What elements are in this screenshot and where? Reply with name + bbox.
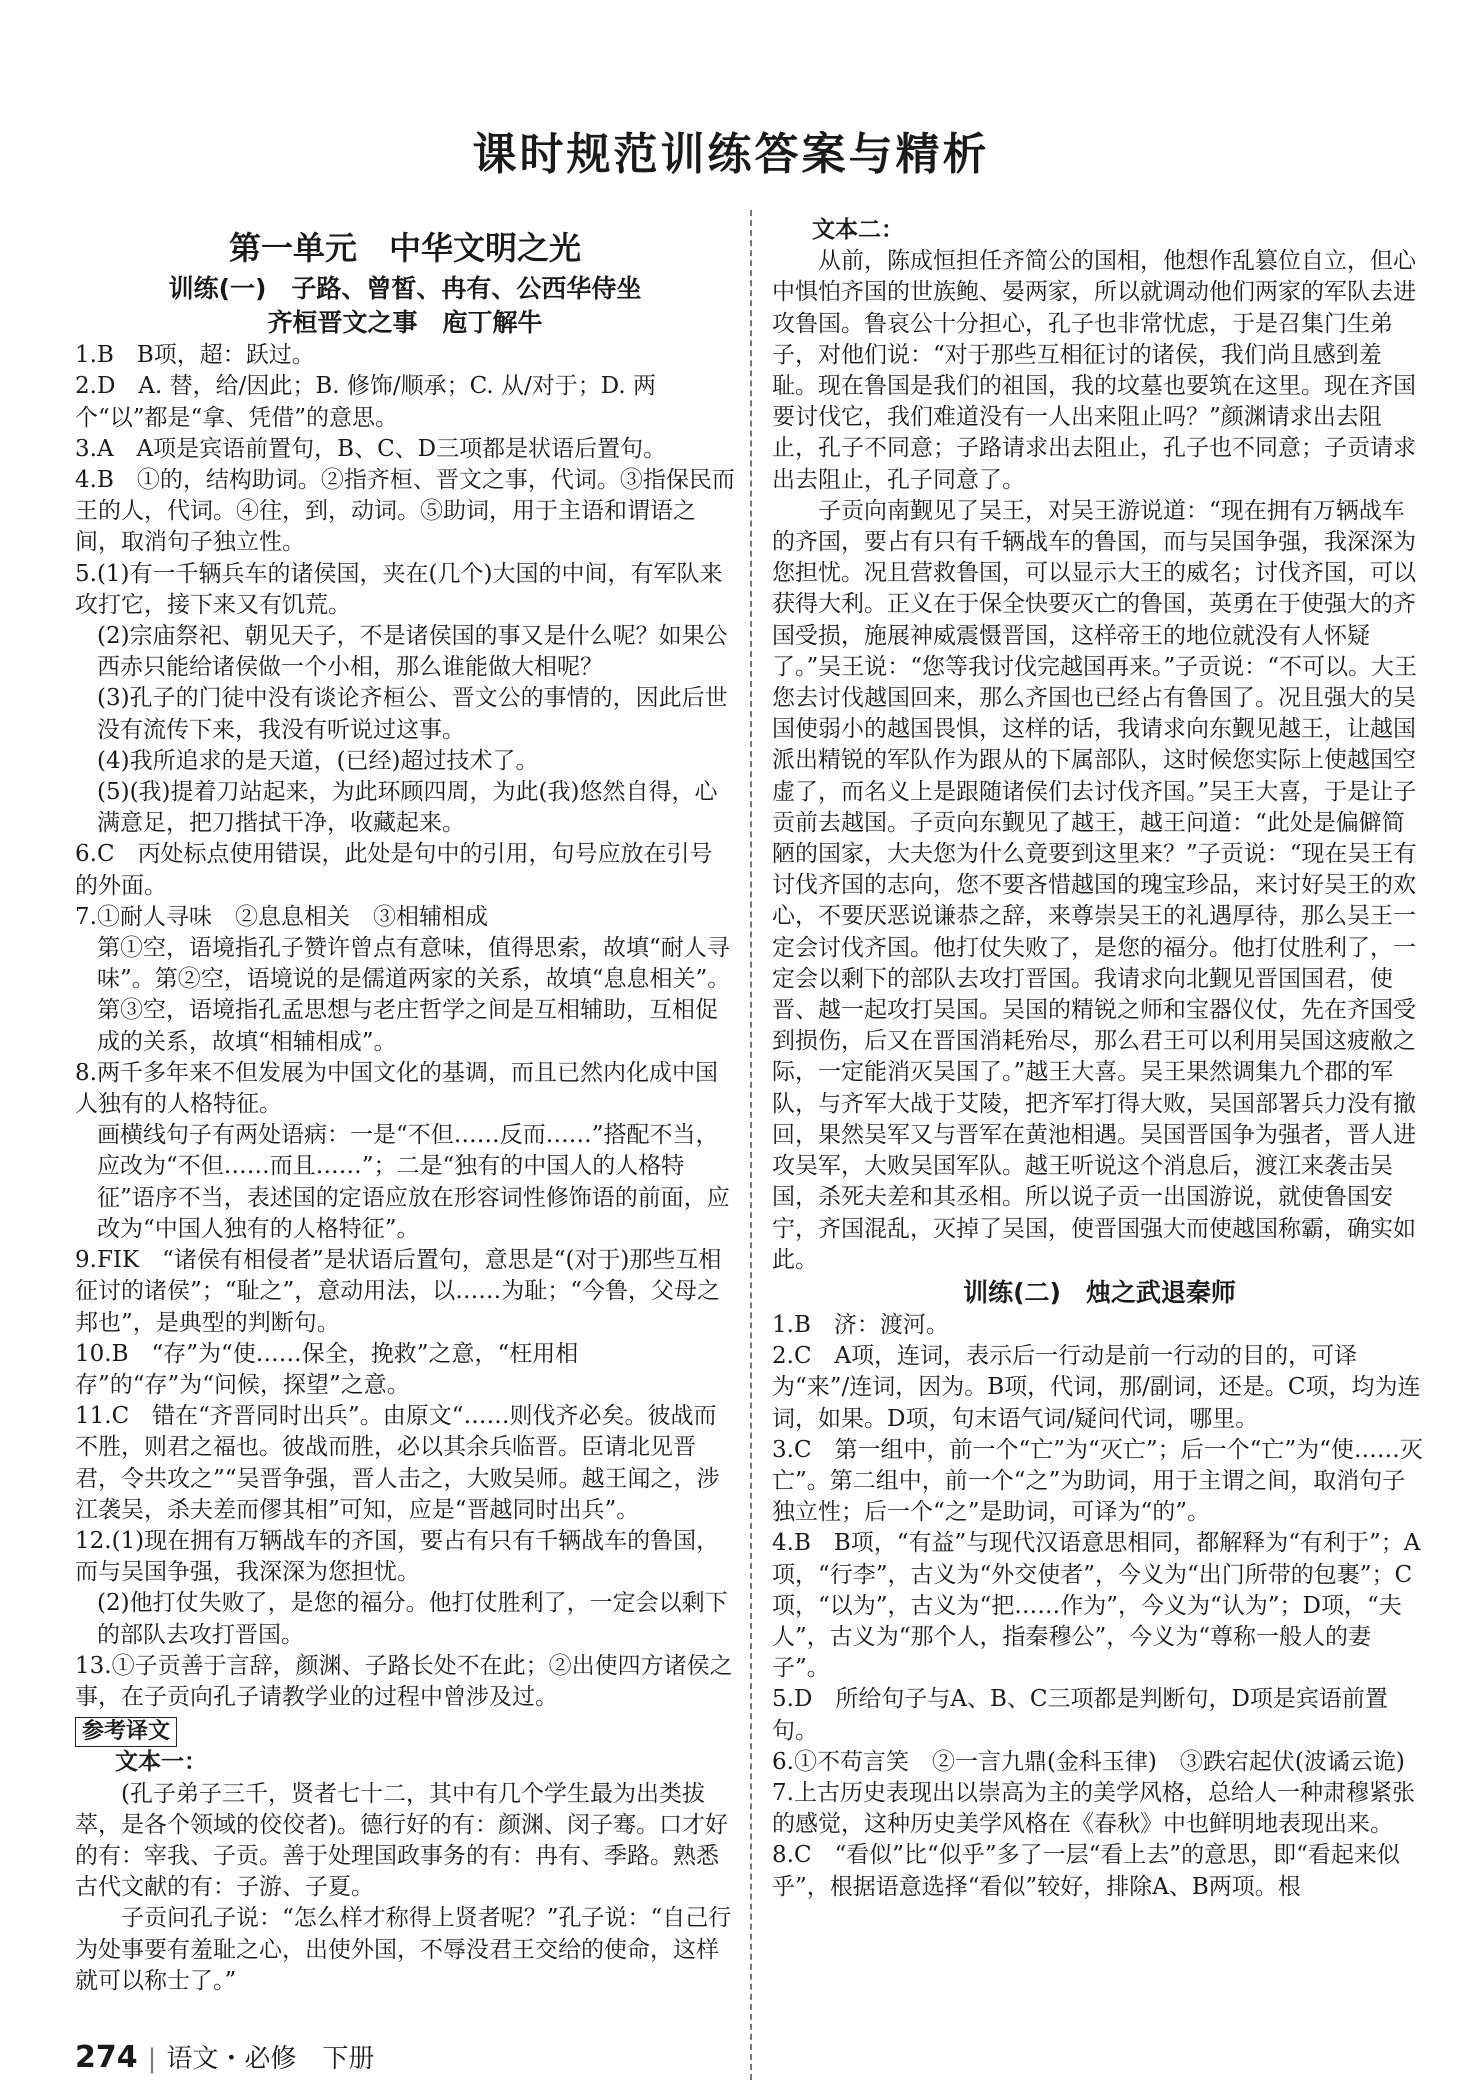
answer-item: 7.①耐人寻味 ②息息相关 ③相辅相成: [75, 903, 488, 930]
answer-item: 9.FIK “诸侯有相侵者”是状语后置句，意思是“(对于)那些互相征讨的诸侯”；“耻之”，意动用法，以……为耻；“今鲁，父母之邦也”，是典型的判断句。: [75, 1247, 722, 1336]
answer-subitem: (2)他打仗失败了，是您的福分。他打仗胜利了，一定会以剩下的部队去攻打晋国。: [97, 1590, 728, 1648]
book-subject: 语文・必修 下册: [166, 2044, 375, 2074]
page-number: 274: [75, 2040, 138, 2075]
text-two-heading: 文本二：: [812, 217, 904, 243]
answer-item: 4.B ①的，结构助词。②指齐桓、晋文之事，代词。③指保民而王的人，代词。④往，到，动词。⑤助词，用于主语和谓语之间，取消句子独立性。: [75, 467, 735, 556]
section-heading-2: 训练(二) 烛之武退秦师: [963, 1277, 1236, 1307]
answer-item: 8.C “看似”比“似乎”多了一层“看上去”的意思，即“看起来似乎”，根据语意选择“看似”较好，排除A、B两项。根: [772, 1842, 1400, 1900]
translation-paragraph: (孔子弟子三千，贤者七十二，其中有几个学生最为出类拔萃，是各个领域的佼佼者)。德行好的有：颜渊、闵子骞。口才好的有：宰我、子贡。善于处理国政事务的有：冉有、季路。熟悉古代文献的有：子游、子夏。: [75, 1780, 728, 1901]
page-title: 课时规范训练答案与精析: [472, 129, 990, 180]
unit-heading: 第一单元 中华文明之光: [228, 229, 581, 267]
answer-item: 2.D A. 替，给/因此；B. 修饰/顺承；C. 从/对于；D. 两个“以”都是“拿、凭借”的意思。: [75, 373, 657, 431]
answer-item: 8.两千多年来不但发展为中国文化的基调，而且已然内化成中国人独有的人格特征。: [75, 1059, 718, 1118]
translation-paragraph: 从前，陈成恒担任齐简公的国相，他想作乱篡位自立，但心中惧怕齐国的世族鲍、晏两家，所以就调动他们两家的军队去进攻鲁国。鲁哀公十分担心，孔子也非常忧虑，于是召集门生弟子，对他们说：“对于那些互相征讨的诸侯，我们尚且感到羞耻。现在鲁国是我们的祖国，我的坟墓也要筑在这里。现在齐国要讨伐它，我们难道没有一人出来阻止吗？”颜渊请求出去阻止，孔子不同意；子路请求出去阻止，孔子也不同意；子贡请求出去阻止，孔子同意了。: [772, 248, 1416, 493]
answer-item: 5.D 所给句子与A、B、C三项都是判断句，D项是宾语前置句。: [772, 1686, 1388, 1744]
section-heading-1a: 训练(一) 子路、曾皙、冉有、公西华侍坐: [168, 274, 642, 304]
answer-explanation: 第①空，语境指孔子赞许曾点有意味，值得思索，故填“耐人寻味”。第②空，语境说的是儒道两家的关系，故填“息息相关”。第③空，语境指孔孟思想与老庄哲学之间是互相辅助，互相促成的关系，故填“相辅相成”。: [97, 935, 731, 1055]
answer-explanation: 画横线句子有两处语病：一是“不但……反而……”搭配不当，应改为“不但……而且……”；二是“独有的中国人的人格特征”语序不当，表述国的定语应放在形容词性修饰语的前面，应改为“中国人独有的人格特征”。: [97, 1122, 730, 1242]
answer-subitem: (5)(我)提着刀站起来，为此环顾四周，为此(我)悠然自得，心满意足，把刀揩拭干净，收藏起来。: [97, 779, 718, 837]
section-heading-1b: 齐桓晋文之事 庖丁解牛: [267, 308, 543, 338]
answer-item: 3.A A项是宾语前置句，B、C、D三项都是状语后置句。: [75, 435, 667, 462]
answer-item: 6.①不苟言笑 ②一言九鼎(金科玉律) ③跌宕起伏(波谲云诡): [772, 1748, 1405, 1775]
left-column: [75, 215, 735, 1997]
answer-item: 6.C 丙处标点使用错误，此处是句中的引用，句号应放在引号的外面。: [75, 841, 713, 899]
answer-item: 11.C 错在“齐晋同时出兵”。由原文“……则伐齐必矣。彼战而不胜，则君之福也。彼战而胜，必以其余兵临晋。臣请北见晋君，令共攻之”“吴晋争强，晋人击之，大败吴师。越王闻之，涉江袭吴，杀夫差而僇其相”可知，应是“晋越同时出兵”。: [75, 1403, 720, 1523]
answer-subitem: (2)宗庙祭祀、朝见天子，不是诸侯国的事又是什么呢？如果公西赤只能给诸侯做一个小相，那么谁能做大相呢？: [97, 623, 728, 681]
answer-item: 1.B 济：渡河。: [772, 1311, 949, 1338]
answer-subitem: (4)我所追求的是天道，(已经)超过技术了。: [97, 747, 539, 774]
answer-item: 13.①子贡善于言辞，颜渊、子路长处不在此；②出使四方诸侯之事，在子贡向孔子请教学业的过程中曾涉及过。: [75, 1652, 733, 1710]
answer-item: 2.C A项，连词，表示后一行动是前一行动的目的，可译为“来”/连词，因为。B项，代词，那/副词，还是。C项，均为连词，如果。D项，句末语气词/疑问代词，哪里。: [772, 1343, 1421, 1432]
page-footer: [75, 2038, 374, 2075]
reference-translation-tag: 参考译文: [75, 1717, 177, 1747]
answer-subitem: (3)孔子的门徒中没有谈论齐桓公、晋文公的事情的，因此后世没有流传下来，我没有听说过这事。: [97, 685, 728, 743]
answer-item: 7.上古历史表现出以崇高为主的美学风格，总给人一种肃穆紧张的感觉，这种历史美学风格在《春秋》中也鲜明地表现出来。: [772, 1779, 1415, 1838]
text-one-heading: 文本一：: [115, 1749, 207, 1776]
answer-item: 5.(1)有一千辆兵车的诸侯国，夹在(几个)大国的中间，有军队来攻打它，接下来又有饥荒。: [75, 560, 723, 618]
right-column: [772, 215, 1427, 1903]
translation-paragraph: 子贡向南觐见了吴王，对吴王游说道：“现在拥有万辆战车的齐国，要占有只有千辆战车的鲁国，而与吴国争强，我深深为您担忧。况且营救鲁国，可以显示大王的威名；讨伐齐国，可以获得大利。正义在于保全快要灭亡的鲁国，英勇在于使强大的齐国受损，施展神威震慑晋国，这样帝王的地位就没有人怀疑了。”吴王说：“您等我讨伐完越国再来。”子贡说：“不可以。大王您去讨伐越国回来，那么齐国也已经占有鲁国了。况且强大的吴国使弱小的越国畏惧，这样的话，我请求向东觐见越王，让越国派出精锐的军队作为跟从的下属部队，这时候您实际上使越国空虚了，而名义上是跟随诸侯们去讨伐齐国。”吴王大喜，于是让子贡前去越国。子贡向东觐见了越王，越王问道：“此处是偏僻简陋的国家，大夫您为什么竟要到这里来？”子贡说：“现在吴王有讨伐齐国的志向，您不要吝惜越国的瑰宝珍品，来讨好吴王的欢心，不要厌恶说谦恭之辞，来尊崇吴王的礼遇厚待，那么吴王一定会讨伐齐国。他打仗失败了，是您的福分。他打仗胜利了，一定会以剩下的部队去攻打晋国。我请求向北觐见晋国国君，使晋、越一起攻打吴国。吴国的精锐之师和宝器仪仗，先在齐国受到损伤，后又在晋国消耗殆尽，那么君王可以利用吴国这疲敝之际，一定能消灭吴国了。”越王大喜。吴王果然调集九个郡的军队，与齐军大战于艾陵，把齐军打得大败，吴国部署兵力没有撤回，果然吴军又与晋军在黄池相遇。吴国晋国争为强者，晋人进攻吴军，大败吴国军队。越王听说这个消息后，渡江来袭击吴国，杀死夫差和其丞相。所以说子贡一出国游说，就使鲁国安宁，齐国混乱，灭掉了吴国，使晋国强大而使越国称霸，确实如此。: [772, 497, 1418, 1273]
footer-separator: |: [147, 2044, 157, 2074]
column-divider: [750, 210, 752, 2080]
answer-item: 10.B “存”为“使……保全，挽救”之意，“枉用相存”的“存”为“问候，探望”之意。: [75, 1340, 579, 1398]
translation-paragraph: 子贡问孔子说：“怎么样才称得上贤者呢？”孔子说：“自己行为处事要有羞耻之心，出使外国，不辱没君王交给的使命，这样就可以称士了。”: [75, 1905, 732, 1994]
answer-item: 12.(1)现在拥有万辆战车的齐国，要占有只有千辆战车的鲁国，而与吴国争强，我深深为您担忧。: [75, 1527, 720, 1586]
answer-item: 3.C 第一组中，前一个“亡”为“灭亡”；后一个“亡”为“使……灭亡”。第二组中，前一个“之”为助词，用于主谓之间，取消句子独立性；后一个“之”是助词，可译为“的”。: [772, 1436, 1423, 1526]
answer-item: 4.B B项，“有益”与现代汉语意思相同，都解释为“有利于”；A项，“行李”，古义为“外交使者”，今义为“出门所带的包裹”；C项，“以为”，古义为“把……作为”，今义为“认为”；D项，“夫人”，古义为“那个人，指秦穆公”，今义为“尊称一般人的妻子”。: [772, 1530, 1421, 1682]
answer-item: 1.B B项，超：跃过。: [75, 342, 315, 369]
